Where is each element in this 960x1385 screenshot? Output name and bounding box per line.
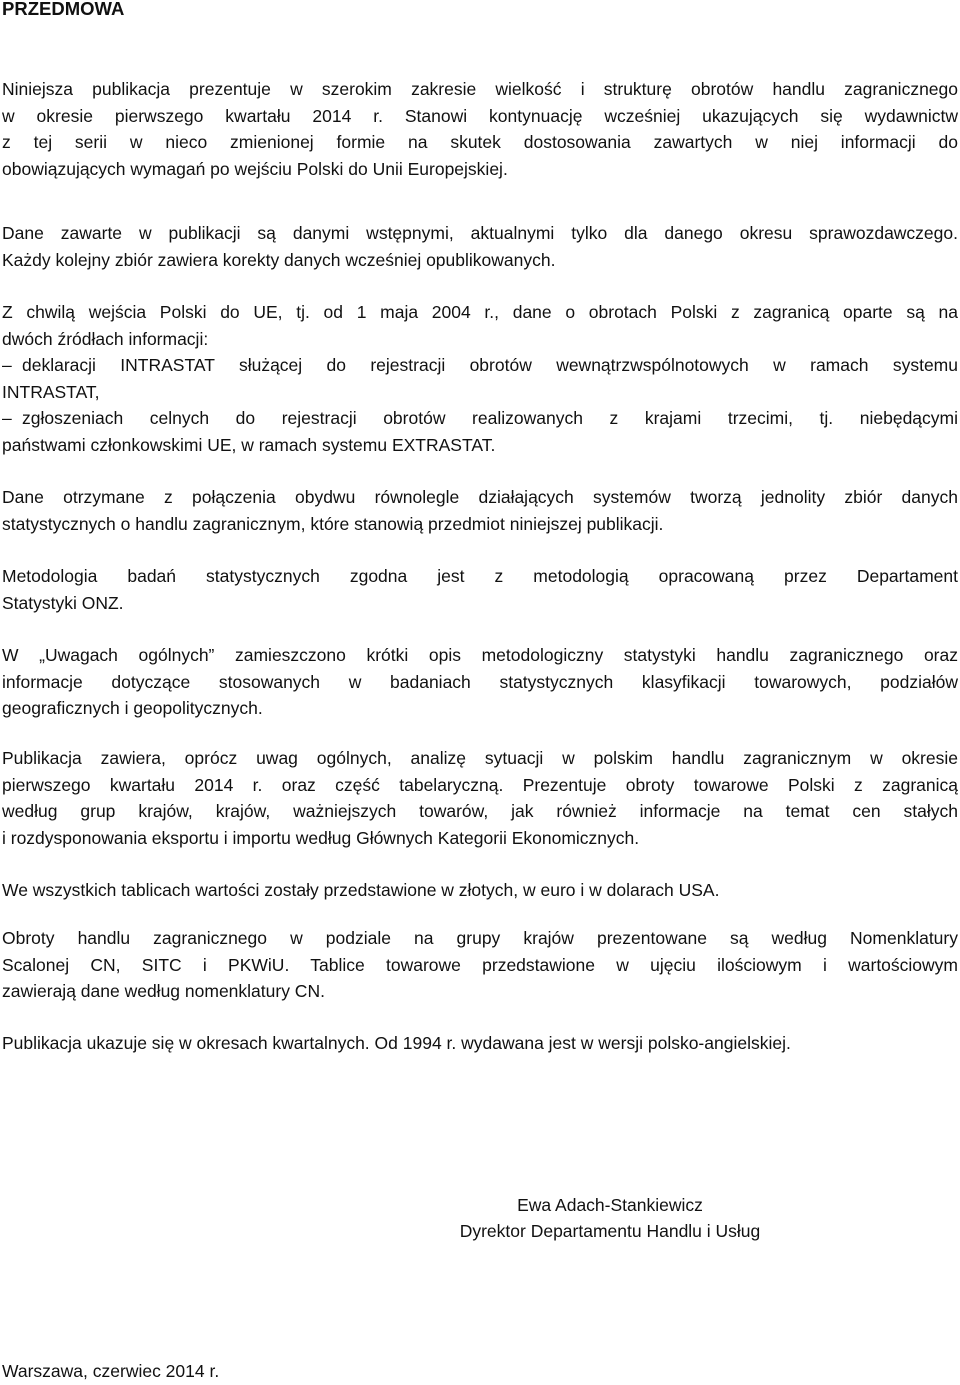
paragraph-publication-contents [2,745,958,851]
text-line: Obroty handlu zagranicznego w podziale na grupy krajów prezentowane są według Nomenklatury [2,928,958,948]
text-line: według grup krajów, krajów, ważniejszych towarów, jak również informacje na temat cen stałych [2,801,958,821]
list-item-text: deklaracji INTRASTAT służącej do rejestracji obrotów wewnątrzwspólnotowych w ramach systemu [22,355,958,375]
paragraph-data-sources [2,299,958,458]
list-item-extrastat [2,405,958,432]
signatory-name: Ewa Adach-Stankiewicz [517,1195,703,1215]
text-line: We wszystkich tablicach wartości zostały przedstawione w złotych, w euro i w dolarach USA. [2,880,720,900]
place-and-date: Warszawa, czerwiec 2014 r. [2,1361,220,1381]
text-line: Metodologia badań statystycznych zgodna jest z metodologią opracowaną przez Departament [2,566,958,586]
text-line: Z chwilą wejścia Polski do UE, tj. od 1 maja 2004 r., dane o obrotach Polski z zagranicą oparte są na [2,302,958,322]
text-line: statystycznych o handlu zagranicznym, które stanowią przedmiot niniejszej publikacji. [2,513,664,534]
paragraph-methodology [2,563,958,616]
text-line: INTRASTAT, [2,381,100,402]
page-title: PRZEDMOWA [2,0,125,19]
text-line: pierwszego kwartału 2014 r. oraz część tabelaryczną. Prezentuje obroty towarowe Polski z zagranicą [2,774,958,795]
text-line: państwami członkowskimi UE, w ramach systemu EXTRASTAT. [2,434,496,455]
paragraph-currencies [2,877,958,904]
paragraph-nomenclature [2,925,958,1005]
text-line: z tej serii w nieco zmienionej formie na skutek dostosowania zawartych w niej informacji do [2,132,958,152]
text-line: Niniejsza publikacja prezentuje w szerokim zakresie wielkość i strukturę obrotów handlu zagranicznego [2,79,958,99]
paragraph-preliminary-data [2,220,958,273]
text-line: informacje dotyczące stosowanych w badaniach statystycznych klasyfikacji towarowych, podziałów [2,671,958,692]
text-line: Scalonej CN, SITC i PKWiU. Tablice towarowe przedstawione w ujęciu ilościowym i wartościowym [2,954,958,975]
text-line: dwóch źródłach informacji: [2,328,209,349]
text-line: Dane otrzymane z połączenia obydwu równolegle działających systemów tworzą jednolity zbiór danych [2,487,958,507]
text-line: i rozdysponowania eksportu i importu według Głównych Kategorii Ekonomicznych. [2,827,640,848]
signatory-title: Dyrektor Departamentu Handlu i Usług [459,1221,761,1241]
text-line: W „Uwagach ogólnych” zamieszczono krótki opis metodologiczny statystyki handlu zagranicznego oraz [2,645,958,665]
paragraph-combined-systems [2,484,958,537]
dash-bullet: – [2,355,12,375]
paragraph-intro [2,76,958,182]
text-line: Publikacja ukazuje się w okresach kwartalnych. Od 1994 r. wydawana jest w wersji polsko-angielskiej. [2,1033,791,1053]
text-line: obowiązujących wymagań po wejściu Polski do Unii Europejskiej. [2,158,508,179]
text-line: Statystyki ONZ. [2,592,124,613]
paragraph-frequency [2,1030,958,1057]
list-item-text: zgłoszeniach celnych do rejestracji obrotów realizowanych z krajami trzecimi, tj. niebędącymi [22,408,958,428]
text-line: geograficznych i geopolitycznych. [2,698,263,718]
text-line: Dane zawarte w publikacji są danymi wstępnymi, aktualnymi tylko dla danego okresu sprawozdawczego. [2,223,958,243]
paragraph-general-notes [2,642,958,722]
text-line: zawierają dane według nomenklatury CN. [2,981,325,1001]
text-line: Publikacja zawiera, oprócz uwag ogólnych, analizę sytuacji w polskim handlu zagranicznym w okresie [2,748,958,768]
text-line: w okresie pierwszego kwartału 2014 r. Stanowi kontynuację wcześniej ukazujących się wydawnictw [2,105,958,126]
dash-bullet: – [2,408,12,428]
text-line: Każdy kolejny zbiór zawiera korekty danych wcześniej opublikowanych. [2,249,556,270]
signature-block [434,1192,786,1244]
list-item-intrastat [2,352,958,379]
